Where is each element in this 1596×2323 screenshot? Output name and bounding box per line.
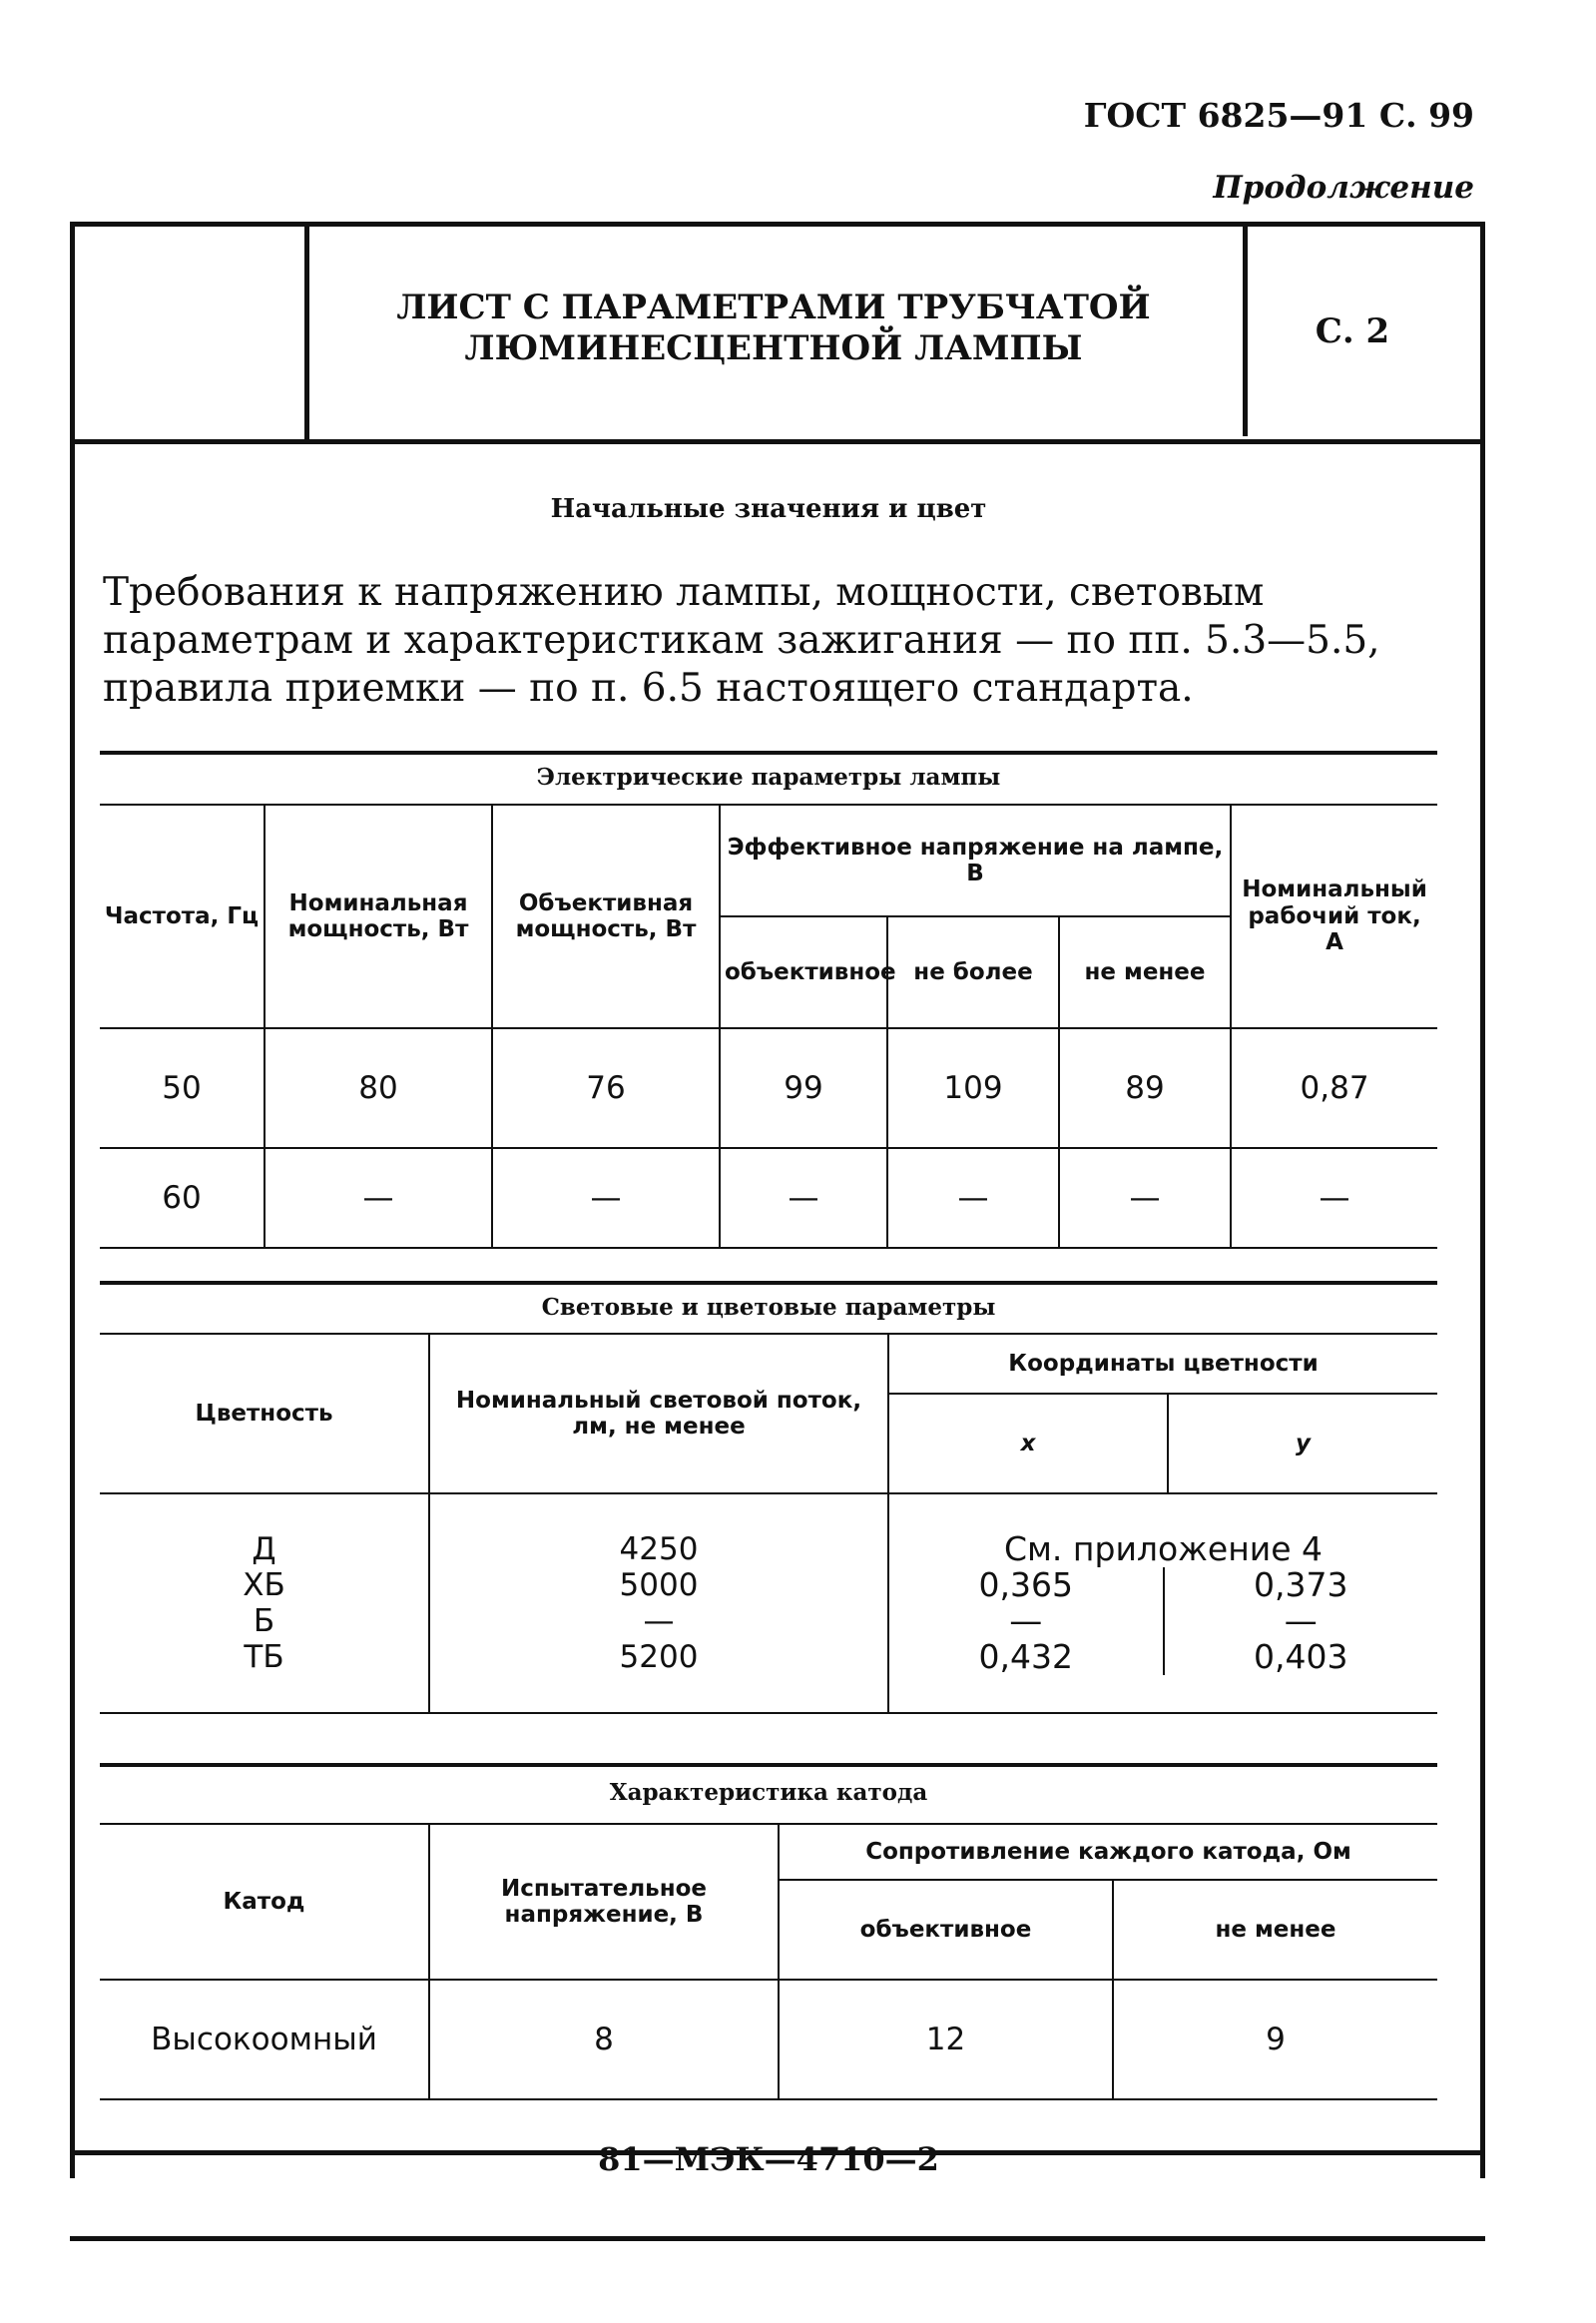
flux-b: — bbox=[643, 1603, 675, 1639]
cell-voltage-min: 89 bbox=[1059, 1028, 1231, 1148]
y-khb: 0,373 bbox=[1254, 1565, 1348, 1604]
cell-objective-power: — bbox=[492, 1148, 720, 1248]
col-effective-voltage: Эффективное напряжение на лампе, В bbox=[720, 805, 1231, 916]
frame-bottom-rule bbox=[70, 2236, 1485, 2241]
cathode-top-rule bbox=[100, 1763, 1437, 1767]
color-d: Д bbox=[252, 1531, 276, 1567]
table-row bbox=[100, 1980, 1437, 2099]
cell-frequency: 50 bbox=[100, 1028, 265, 1148]
cell-frequency: 60 bbox=[100, 1148, 265, 1248]
x-list bbox=[889, 1567, 1165, 1675]
col-luminous-flux: Номинальный световой поток, лм, не менее bbox=[429, 1334, 888, 1493]
col-resistance-min: не менее bbox=[1113, 1880, 1437, 1980]
sheet-page-number: С. 2 bbox=[1315, 311, 1390, 351]
title-bottom-rule bbox=[70, 439, 1485, 444]
table-row bbox=[100, 1493, 1437, 1713]
cell-objective-power: 76 bbox=[492, 1028, 720, 1148]
light-table bbox=[100, 1333, 1437, 1714]
frame-top-rule bbox=[70, 222, 1485, 227]
appendix-note: См. приложение 4 bbox=[1004, 1529, 1324, 1568]
col-test-voltage: Испытательное напряжение, В bbox=[429, 1824, 779, 1980]
x-tb: 0,432 bbox=[978, 1637, 1073, 1676]
cell-nominal-power: 80 bbox=[265, 1028, 492, 1148]
col-cathode: Катод bbox=[100, 1824, 429, 1980]
x-khb: 0,365 bbox=[978, 1565, 1073, 1604]
cell-rated-current: 0,87 bbox=[1231, 1028, 1437, 1148]
cell-voltage-max: — bbox=[887, 1148, 1059, 1248]
sheet-title bbox=[299, 288, 1248, 369]
cathode-heading: Характеристика катода bbox=[609, 1779, 928, 1806]
cell-resistance-objective: 12 bbox=[779, 1980, 1113, 2099]
light-top-rule bbox=[100, 1281, 1437, 1285]
col-nominal-power: Номинальная мощность, Вт bbox=[265, 805, 492, 1028]
electrical-table bbox=[100, 804, 1437, 1249]
y-b: — bbox=[1284, 1601, 1318, 1640]
initial-values-heading: Начальные значения и цвет bbox=[550, 494, 987, 524]
cell-resistance-min: 9 bbox=[1113, 1980, 1437, 2099]
y-tb: 0,403 bbox=[1254, 1637, 1348, 1676]
sheet-footer-code: 81—МЭК—4710—2 bbox=[598, 2140, 939, 2178]
electrical-heading: Электрические параметры лампы bbox=[536, 764, 1001, 791]
col-y: y bbox=[1168, 1394, 1437, 1493]
flux-tb: 5200 bbox=[619, 1639, 699, 1675]
light-heading: Световые и цветовые параметры bbox=[541, 1294, 996, 1321]
color-tb: ТБ bbox=[244, 1639, 284, 1675]
continuation-label: Продолжение bbox=[1213, 170, 1474, 206]
color-b: Б bbox=[253, 1603, 275, 1639]
col-chromaticity: Координаты цветности bbox=[888, 1334, 1437, 1394]
col-rated-current: Номинальный рабочий ток, А bbox=[1231, 805, 1437, 1028]
cell-voltage-objective: — bbox=[720, 1148, 887, 1248]
col-x: x bbox=[888, 1394, 1168, 1493]
table-row bbox=[100, 1148, 1437, 1248]
color-khb: ХБ bbox=[243, 1567, 285, 1603]
y-list bbox=[1165, 1567, 1438, 1675]
chromaticity-values bbox=[888, 1493, 1437, 1713]
col-voltage-objective: объективное bbox=[720, 916, 887, 1028]
col-objective-power: Объективная мощность, Вт bbox=[492, 805, 720, 1028]
sheet-title-line1: ЛИСТ С ПАРАМЕТРАМИ ТРУБЧАТОЙ bbox=[396, 288, 1151, 327]
cathode-table bbox=[100, 1823, 1437, 2100]
col-resistance-objective: объективное bbox=[779, 1880, 1113, 1980]
sheet-title-line2: ЛЮМИНЕСЦЕНТНОЙ ЛАМПЫ bbox=[464, 327, 1083, 368]
flux-d: 4250 bbox=[619, 1531, 699, 1567]
col-color: Цветность bbox=[100, 1334, 429, 1493]
cell-cathode-type: Высокоомный bbox=[100, 1980, 429, 2099]
cell-voltage-objective: 99 bbox=[720, 1028, 887, 1148]
col-voltage-max: не более bbox=[887, 916, 1059, 1028]
col-cathode-resistance: Сопротивление каждого катода, Ом bbox=[779, 1824, 1437, 1880]
xy-columns bbox=[889, 1567, 1437, 1675]
col-frequency: Частота, Гц bbox=[100, 805, 265, 1028]
cell-rated-current: — bbox=[1231, 1148, 1437, 1248]
flux-list bbox=[429, 1493, 888, 1713]
cell-nominal-power: — bbox=[265, 1148, 492, 1248]
x-b: — bbox=[1009, 1601, 1043, 1640]
table-row bbox=[100, 1028, 1437, 1148]
requirements-paragraph: Требования к напряжению лампы, мощности, световым параметрам и характеристикам зажигания — по пп. 5.3—5.5, правила приемки — по п. 6.5 настоящего стандарта. bbox=[103, 570, 1380, 711]
col-voltage-min: не менее bbox=[1059, 916, 1231, 1028]
cell-voltage-max: 109 bbox=[887, 1028, 1059, 1148]
cell-test-voltage: 8 bbox=[429, 1980, 779, 2099]
electrical-top-rule bbox=[100, 751, 1437, 755]
color-list bbox=[100, 1493, 429, 1713]
document-code: ГОСТ 6825—91 С. 99 bbox=[1083, 96, 1474, 135]
cell-voltage-min: — bbox=[1059, 1148, 1231, 1248]
flux-khb: 5000 bbox=[619, 1567, 699, 1603]
